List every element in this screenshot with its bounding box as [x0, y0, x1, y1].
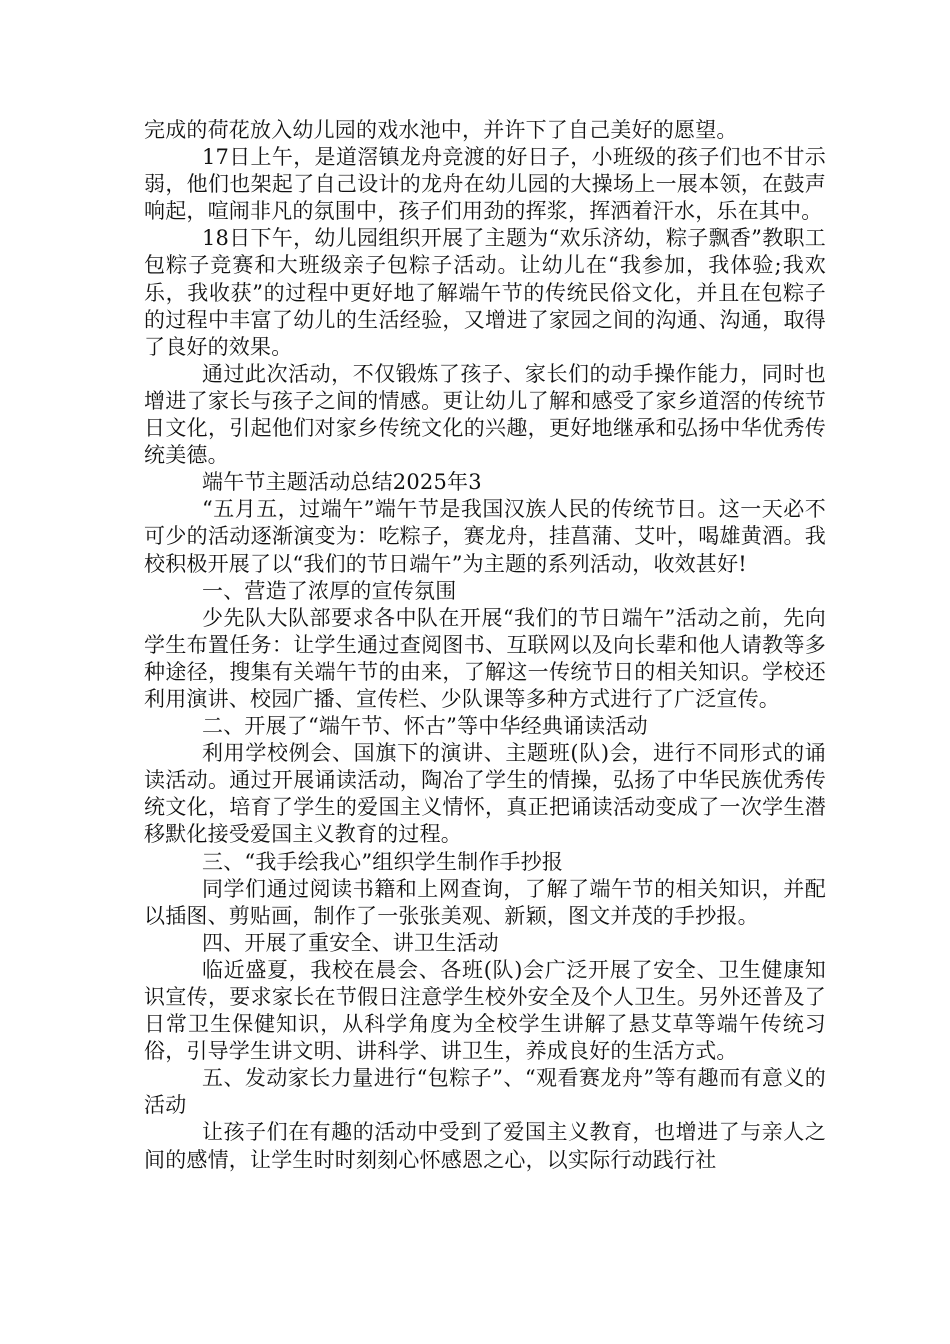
heading-four: 四、开展了重安全、讲卫生活动 — [202, 930, 499, 955]
heading-two: 二、开展了“端午节、怀古”等中华经典诵读活动 — [202, 714, 648, 739]
paragraph-activity-summary: 通过此次活动，不仅锻炼了孩子、家长们的动手操作能力，同时也增进了家长与孩子之间的情感。更让幼儿了解和感受了家乡道滘的传统节日文化，引起他们对家乡传统文化的兴趣，更好地继承和弘扬中华优秀传统美德。 — [144, 361, 826, 468]
heading-three: 三、“我手绘我心”组织学生制作手抄报 — [202, 849, 564, 874]
heading-five: 五、发动家长力量进行“包粽子”、“观看赛龙舟”等有趣而有意义的活动 — [144, 1066, 826, 1118]
paragraph-intro: “五月五，过端午”端午节是我国汉族人民的传统节日。这一天必不可少的活动逐渐演变为：吃粽子，赛龙舟，挂菖蒲、艾叶，喝雄黄酒。我校积极开展了以“我们的节日端午”为主题的系列活动，收效甚好! — [144, 497, 826, 576]
paragraph-zongzi-contest: 18日下午，幼儿园组织开展了主题为“欢乐济幼，粽子飘香”教职工包粽子竞赛和大班级亲子包粽子活动。让幼儿在“我参加，我体验;我欢乐，我收获”的过程中更好地了解端午节的传统民俗文化，并且在包粽子的过程中丰富了幼儿的生活经验，又增进了家园之间的沟通、沟通，取得了良好的效果。 — [144, 226, 826, 359]
paragraph-two: 利用学校例会、国旗下的演讲、主题班(队)会，进行不同形式的诵读活动。通过开展诵读活动，陶冶了学生的情操，弘扬了中华民族优秀传统文化，培育了学生的爱国主义情怀，真正把诵读活动变成了一次学生潜移默化接受爱国主义教育的过程。 — [144, 741, 826, 847]
paragraph-continuation: 完成的荷花放入幼儿园的戏水池中，并许下了自己美好的愿望。 — [144, 118, 738, 142]
section-title: 端午节主题活动总结2025年3 — [202, 470, 482, 495]
paragraph-four: 临近盛夏，我校在晨会、各班(队)会广泛开展了安全、卫生健康知识宣传，要求家长在节假日注意学生校外安全及个人卫生。另外还普及了日常卫生保健知识，从科学角度为全校学生讲解了悬艾草等端午传统习俗，引导学生讲文明、讲科学、讲卫生，养成良好的生活方式。 — [144, 957, 826, 1064]
paragraph-one: 少先队大队部要求各中队在开展“我们的节日端午”活动之前，先向学生布置任务：让学生通过查阅图书、互联网以及向长辈和他人请教等多种途径，搜集有关端午节的由来，了解这一传统节日的相关知识。学校还利用演讲、校园广播、宣传栏、少队课等多种方式进行了广泛宣传。 — [144, 605, 826, 711]
paragraph-three: 同学们通过阅读书籍和上网查询，了解了端午节的相关知识，并配以插图、剪贴画，制作了一张张美观、新颖，图文并茂的手抄报。 — [144, 876, 826, 928]
paragraph-five: 让孩子们在有趣的活动中受到了爱国主义教育，也增进了与亲人之间的感情，让学生时时刻刻心怀感恩之心，以实际行动践行社 — [144, 1120, 826, 1172]
document-page — [144, 117, 826, 1174]
heading-one: 一、营造了浓厚的宣传氛围 — [202, 578, 457, 603]
paragraph-dragon-boat: 17日上午，是道滘镇龙舟竞渡的好日子，小班级的孩子们也不甘示弱，他们也架起了自己设计的龙舟在幼儿园的大操场上一展本领，在鼓声响起，喧闹非凡的氛围中，孩子们用劲的挥浆，挥洒着汗水，乐在其中。 — [144, 145, 826, 224]
